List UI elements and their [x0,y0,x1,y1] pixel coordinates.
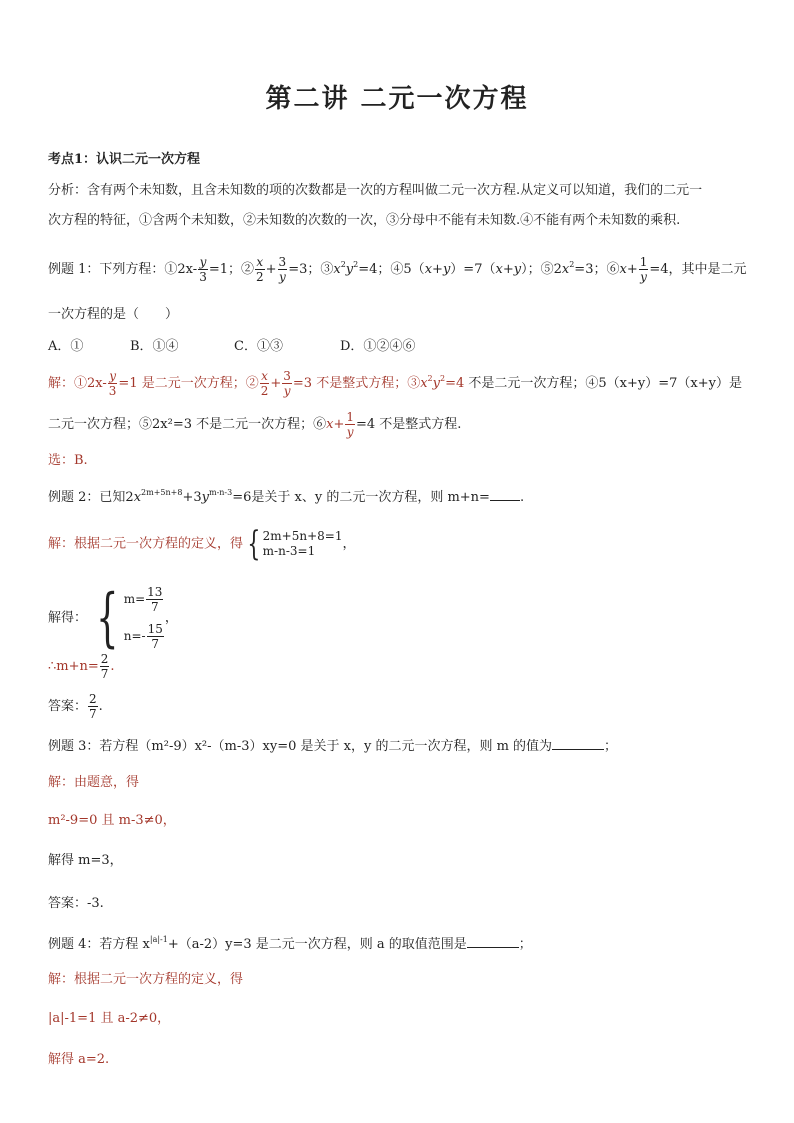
example-3-solution-1: 解：由题意，得 [48,775,140,790]
example-4-text: 例题 4：若方程 x [48,937,150,952]
equation-system: { 2m+5n+8=1 m-n-3=1 [247,524,343,564]
answer-blank [490,488,520,501]
example-3-answer: 答案：-3. [48,896,104,911]
solution-lead: 解：根据二元一次方程的定义，得 [48,536,244,552]
example-1-question: 例题 1：下列方程：①2x- $\frac{y}{3}$ =1；② $\frac{x}{2}$ + $\frac{3}{y}$ =3；$③x^2y^2=4$；④5（x+y）=7（x+y）；$⑤2x^2=3$；⑥x+ $\frac{1}{y}$ =4，其中是二元 [48,255,747,284]
option-c: C．①③ [234,339,283,354]
example-1-line-2: 一次方程的是（ ） [48,307,179,322]
analysis-line-1: 分析：含有两个未知数，且含未知数的项的次数都是一次的方程叫做二元一次方程.从定义可以知道，我们的二元一 [48,183,703,198]
fraction: $\frac{1}{y}$ [639,255,648,284]
example-1-solution-line-2: 二元一次方程；⑤2x²=3 不是二元一次方程；⑥x+ $\frac{1}{y}$ =4 不是整式方程. [48,410,462,439]
page-title: 第二讲 二元一次方程 [265,84,529,114]
answer-blank [467,935,519,948]
n-numerator: 15 [147,622,163,636]
option-a: A．① [48,339,84,354]
example-4-solution-3: 解得 a=2. [48,1052,110,1067]
fraction: $\frac{x}{2}$ [256,255,264,284]
example-1-tail: ，其中是二元 [668,262,747,277]
option-b: B．①④ [130,339,179,354]
example-2-question: 例题 2：已知$2x^{2m+5n+8}+3y^{m-n-3}=6$是关于 x、y 的二元一次方程，则 m+n= . [48,488,525,505]
fraction: $\frac{3}{y}$ [278,255,287,284]
example-3-solution-2: m²-9=0 且 m-3≠0， [48,813,176,828]
example-4-solution-2: |a|-1=1 且 a-2≠0， [48,1011,171,1026]
solve-label: 解得： [48,610,88,626]
example-3-question: 例题 3：若方程（m²-9）x²-（m-3）xy=0 是关于 x，y 的二元一次方程，则 m 的值为 ； [48,739,618,754]
solution-system: { m= $\frac{13}{7}$ n=- $\frac{15}{7}$ [96,581,163,655]
n-denominator: 7 [151,637,160,651]
answer-label: 答案： [48,699,88,714]
example-2-solve: 解得： { m= $\frac{13}{7}$ n=- $\frac{15}{7}$ ， [48,581,178,655]
solution-part: =4 不是整式方程. [356,417,462,432]
example-1-solution-line-1: 解：①2x- $\frac{y}{3}$ =1 是二元一次方程；② $\frac{x}{2}$ + $\frac{3}{y}$ =3 不是整式方程；$③x^2y^2=4$ 不是二元一次方程；④5（x+y）=7（x+y）是 [48,369,742,398]
option-d: D．①②④⑥ [340,339,416,354]
m-denominator: 7 [150,600,159,614]
example-2-solution: 解：根据二元一次方程的定义，得 { 2m+5n+8=1 m-n-3=1 ， [48,524,356,564]
fraction: $\frac{y}{3}$ [199,255,207,284]
exponent: |a|-1 [149,935,168,944]
example-3-text: 例题 3：若方程（m²-9）x²-（m-3）xy=0 是关于 x，y 的二元一次方程，则 m 的值为 [48,739,553,754]
answer-blank [552,737,604,750]
example-1-choice: 选：B. [48,453,88,468]
example-1-options [48,337,754,357]
therefore-text: ∴m+n= [48,659,99,674]
example-2-tail: 是关于 x、y 的二元一次方程，则 m+n= [251,490,490,505]
m-numerator: 13 [147,585,163,599]
section-heading: 考点1：认识二元一次方程 [48,152,201,167]
example-4-solution-1: 解：根据二元一次方程的定义，得 [48,972,244,987]
analysis-line-2: 次方程的特征，①含两个未知数，②未知数的次数的一次，③分母中不能有未知数.④不能有两个未知数的乘积. [48,213,681,228]
equation-1: 2m+5n+8=1 [262,529,343,543]
example-3-solution-3: 解得 m=3， [48,853,123,868]
example-2-label: 例题 2：已知 [48,490,126,505]
equation-2: m-n-3=1 [262,544,316,558]
solution-part: 二元一次方程；⑤2x²=3 不是二元一次方程；⑥ [48,417,327,432]
example-4-text-2: +（a-2）y=3 是二元一次方程，则 a 的取值范围是 [167,937,467,952]
example-1-label: 例题 1：下列方程： [48,262,165,277]
solution-tail: 不是二元一次方程；④5（x+y）=7（x+y）是 [468,376,742,391]
example-2-answer: 答案： $\frac{2}{7}$ . [48,692,103,721]
example-4-question: 例题 4：若方程 $x^{|a|-1}+(a-2)y=3$ 是二元一次方程，则 a 的取值范围是 ； [48,935,532,952]
example-2-therefore: ∴m+n= $\frac{2}{7}$ . [48,652,115,681]
